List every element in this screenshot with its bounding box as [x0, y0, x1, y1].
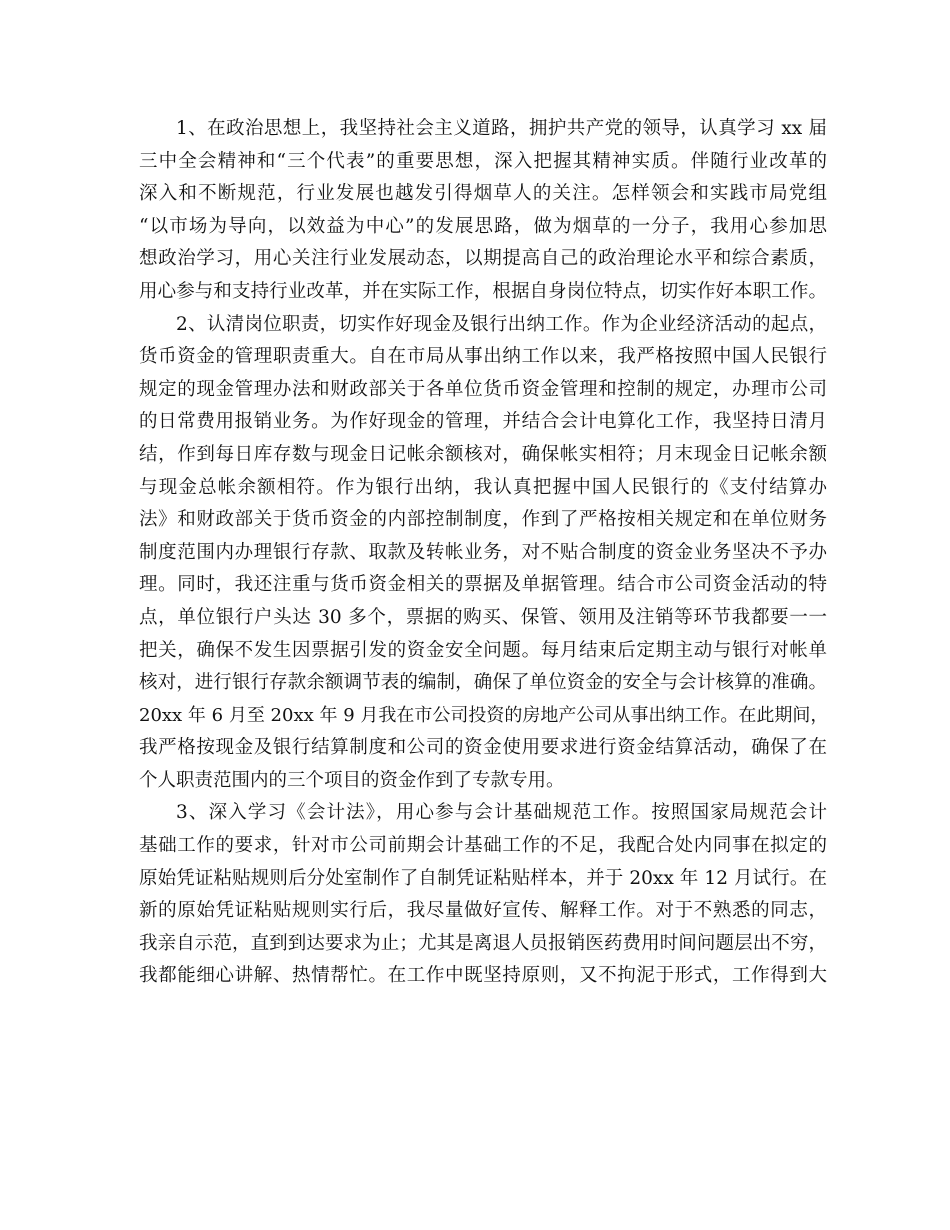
paragraph-2-line-10: 点，单位银行户头达 30 多个，票据的购买、保管、领用及注销等环节我都要一一 [139, 606, 827, 628]
document-body [139, 113, 827, 993]
paragraph-2-line-12: 核对，进行银行存款余额调节表的编制，确保了单位资金的安全与会计核算的准确。 [139, 672, 827, 694]
paragraph-2-line-15: 个人职责范围内的三个项目的资金作到了专款专用。 [139, 769, 565, 791]
paragraph-2-line-4: 的日常费用报销业务。为作好现金的管理，并结合会计电算化工作，我坚持日清月 [139, 411, 827, 433]
paragraph-1-line-4: “以市场为导向，以效益为中心”的发展思路，做为烟草的一分子，我用心参加思 [139, 215, 827, 237]
paragraph-1-line-3: 深入和不断规范，行业发展也越发引得烟草人的关注。怎样领会和实践市局党组 [139, 183, 827, 205]
paragraph-2-line-5: 结，作到每日库存数与现金日记帐余额核对，确保帐实相符；月末现金日记帐余额 [139, 443, 827, 465]
paragraph-2-line-14: 我严格按现金及银行结算制度和公司的资金使用要求进行资金结算活动，确保了在 [139, 737, 827, 759]
paragraph-2-line-3: 规定的现金管理办法和财政部关于各单位货币资金管理和控制的规定，办理市公司 [139, 378, 827, 400]
paragraph-3-line-3: 原始凭证粘贴规则后分处室制作了自制凭证粘贴样本，并于 20xx 年 12 月试行。在 [139, 867, 827, 889]
paragraph-2-line-13: 20xx 年 6 月至 20xx 年 9 月我在市公司投资的房地产公司从事出纳工作。在此期间， [139, 704, 829, 726]
paragraph-1-line-2: 三中全会精神和“三个代表”的重要思想，深入把握其精神实质。伴随行业改革的 [139, 150, 827, 172]
paragraph-3-line-5: 我亲自示范，直到到达要求为止；尤其是离退人员报销医药费用时间问题层出不穷， [139, 932, 827, 954]
paragraph-1-line-5: 想政治学习，用心关注行业发展动态，以期提高自己的政治理论水平和综合素质， [139, 248, 827, 270]
paragraph-1-line-6: 用心参与和支持行业改革，并在实际工作，根据自身岗位特点，切实作好本职工作。 [139, 280, 827, 302]
paragraph-2-line-6: 与现金总帐余额相符。作为银行出纳，我认真把握中国人民银行的《支付结算办 [139, 476, 827, 498]
paragraph-1-line-1: 1、在政治思想上，我坚持社会主义道路，拥护共产党的领导，认真学习 xx 届 [176, 118, 827, 139]
paragraph-2-line-7: 法》和财政部关于货币资金的内部控制制度，作到了严格按相关规定和在单位财务 [139, 509, 827, 531]
paragraph-2-line-8: 制度范围内办理银行存款、取款及转帐业务，对不贴合制度的资金业务坚决不予办 [139, 541, 827, 563]
paragraph-2-line-2: 货币资金的管理职责重大。自在市局从事出纳工作以来，我严格按照中国人民银行 [139, 346, 827, 368]
paragraph-2-line-1: 2、认清岗位职责，切实作好现金及银行出纳工作。作为企业经济活动的起点， [176, 313, 827, 335]
paragraph-3-line-6: 我都能细心讲解、热情帮忙。在工作中既坚持原则，又不拘泥于形式，工作得到大 [139, 965, 827, 987]
paragraph-3-line-4: 新的原始凭证粘贴规则实行后，我尽量做好宣传、解释工作。对于不熟悉的同志， [139, 900, 827, 922]
paragraph-3-line-1: 3、深入学习《会计法》，用心参与会计基础规范工作。按照国家局规范会计 [176, 802, 827, 824]
paragraph-2-line-9: 理。同时，我还注重与货币资金相关的票据及单据管理。结合市公司资金活动的特 [139, 574, 827, 596]
paragraph-2-line-11: 把关，确保不发生因票据引发的资金安全问题。每月结束后定期主动与银行对帐单 [139, 639, 827, 661]
paragraph-3-line-2: 基础工作的要求，针对市公司前期会计基础工作的不足，我配合处内同事在拟定的 [139, 835, 827, 857]
